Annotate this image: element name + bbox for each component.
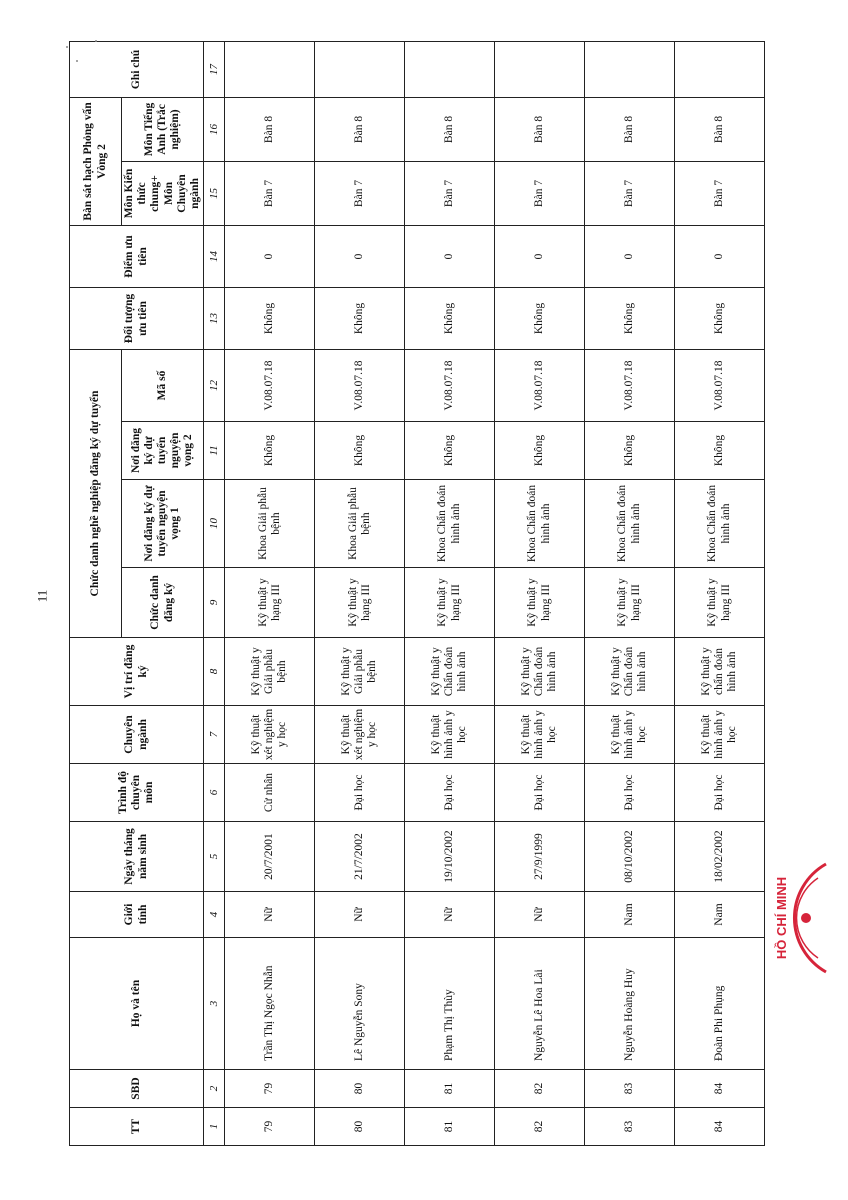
cell-diem-uu-tien: 0 bbox=[675, 226, 765, 288]
cell-trinh-do: Đại học bbox=[315, 764, 405, 822]
col-num: 16 bbox=[204, 97, 225, 161]
header-noi-dk-2: Nơi đăng ký dự tuyển nguyện vọng 2 bbox=[122, 422, 204, 480]
col-num: 8 bbox=[204, 638, 225, 706]
cell-gioi-tinh: Nữ bbox=[405, 892, 495, 938]
cell-sbd: 79 bbox=[225, 1070, 315, 1108]
header-chuc-danh: Chức danh đăng ký bbox=[122, 568, 204, 638]
cell-chuyen-nganh: Kỹ thuật hình ảnh y học bbox=[675, 706, 765, 764]
cell-vi-tri: Kỹ thuật y Chẩn đoán hình ảnh bbox=[495, 638, 585, 706]
table-row bbox=[225, 41, 315, 1145]
cell-noi-dk-1: Khoa Chẩn đoán hình ảnh bbox=[405, 480, 495, 568]
cell-tt: 83 bbox=[585, 1108, 675, 1146]
cell-vi-tri: Kỹ thuật y Chẩn đoán hình ảnh bbox=[585, 638, 675, 706]
cell-ghi-chu bbox=[675, 41, 765, 97]
cell-noi-dk-2: Không bbox=[225, 422, 315, 480]
cell-trinh-do: Đại học bbox=[585, 764, 675, 822]
cell-tt: 81 bbox=[405, 1108, 495, 1146]
cell-noi-dk-2: Không bbox=[495, 422, 585, 480]
cell-chuc-danh: Kỹ thuật y hạng III bbox=[405, 568, 495, 638]
cell-vi-tri: Kỹ thuật y chẩn đoán hình ảnh bbox=[675, 638, 765, 706]
cell-chuyen-nganh: Kỹ thuật hình ảnh y học bbox=[495, 706, 585, 764]
cell-ban-tieng-anh: Bàn 8 bbox=[315, 97, 405, 161]
cell-ho-ten: Nguyễn Lê Hoa Lài bbox=[495, 938, 585, 1070]
seal-stamp bbox=[756, 858, 836, 978]
cell-ma-so: V.08.07.18 bbox=[675, 350, 765, 422]
cell-vi-tri: Kỹ thuật y Giải phẫu bệnh bbox=[225, 638, 315, 706]
scan-speck bbox=[95, 40, 97, 42]
cell-diem-uu-tien: 0 bbox=[405, 226, 495, 288]
cell-ghi-chu bbox=[315, 41, 405, 97]
header-noi-dk-1: Nơi đăng ký dự tuyển nguyện vọng 1 bbox=[122, 480, 204, 568]
cell-ghi-chu bbox=[405, 41, 495, 97]
cell-ho-ten: Đoàn Phi Phụng bbox=[675, 938, 765, 1070]
cell-diem-uu-tien: 0 bbox=[225, 226, 315, 288]
cell-sbd: 80 bbox=[315, 1070, 405, 1108]
header-group-chuc-danh: Chức danh nghề nghiệp đăng ký dự tuyển bbox=[70, 350, 122, 638]
header-trinh-do: Trình độ chuyên môn bbox=[70, 764, 204, 822]
col-num: 7 bbox=[204, 706, 225, 764]
cell-vi-tri: Kỹ thuật y Chẩn đoán hình ảnh bbox=[405, 638, 495, 706]
cell-gioi-tinh: Nam bbox=[585, 892, 675, 938]
cell-noi-dk-1: Khoa Chẩn đoán hình ảnh bbox=[675, 480, 765, 568]
cell-ghi-chu bbox=[585, 41, 675, 97]
header-chuyen-nganh: Chuyên ngành bbox=[70, 706, 204, 764]
cell-noi-dk-2: Không bbox=[405, 422, 495, 480]
cell-sbd: 83 bbox=[585, 1070, 675, 1108]
cell-ghi-chu bbox=[495, 41, 585, 97]
col-num: 11 bbox=[204, 422, 225, 480]
cell-trinh-do: Đại học bbox=[675, 764, 765, 822]
cell-sbd: 84 bbox=[675, 1070, 765, 1108]
col-num: 17 bbox=[204, 41, 225, 97]
cell-ho-ten: Phạm Thị Thùy bbox=[405, 938, 495, 1070]
cell-gioi-tinh: Nam bbox=[675, 892, 765, 938]
cell-ban-kien-thuc: Bàn 7 bbox=[495, 162, 585, 226]
cell-trinh-do: Cử nhân bbox=[225, 764, 315, 822]
cell-gioi-tinh: Nữ bbox=[495, 892, 585, 938]
cell-chuyen-nganh: Kỹ thuật hình ảnh y học bbox=[585, 706, 675, 764]
table-row bbox=[675, 41, 765, 1145]
cell-ma-so: V.08.07.18 bbox=[495, 350, 585, 422]
cell-ma-so: V.08.07.18 bbox=[225, 350, 315, 422]
column-number-row bbox=[204, 41, 225, 1145]
col-num: 4 bbox=[204, 892, 225, 938]
col-num: 5 bbox=[204, 822, 225, 892]
cell-doi-tuong: Không bbox=[315, 288, 405, 350]
scan-speck bbox=[76, 60, 78, 62]
cell-ngay-sinh: 19/10/2002 bbox=[405, 822, 495, 892]
header-diem-uu-tien: Điểm ưu tiên bbox=[70, 226, 204, 288]
header-ma-so: Mã số bbox=[122, 350, 204, 422]
candidate-table-rotated bbox=[69, 42, 765, 1146]
cell-vi-tri: Kỹ thuật y Giải phẫu bệnh bbox=[315, 638, 405, 706]
cell-chuyen-nganh: Kỹ thuật hình ảnh y học bbox=[405, 706, 495, 764]
cell-chuc-danh: Kỹ thuật y hạng III bbox=[225, 568, 315, 638]
cell-ban-tieng-anh: Bàn 8 bbox=[585, 97, 675, 161]
cell-tt: 84 bbox=[675, 1108, 765, 1146]
cell-sbd: 81 bbox=[405, 1070, 495, 1108]
cell-trinh-do: Đại học bbox=[495, 764, 585, 822]
cell-chuc-danh: Kỹ thuật y hạng III bbox=[315, 568, 405, 638]
cell-ban-kien-thuc: Bàn 7 bbox=[225, 162, 315, 226]
cell-trinh-do: Đại học bbox=[405, 764, 495, 822]
cell-doi-tuong: Không bbox=[495, 288, 585, 350]
cell-noi-dk-2: Không bbox=[315, 422, 405, 480]
cell-ma-so: V.08.07.18 bbox=[405, 350, 495, 422]
cell-noi-dk-1: Khoa Giải phẫu bệnh bbox=[225, 480, 315, 568]
cell-diem-uu-tien: 0 bbox=[315, 226, 405, 288]
cell-doi-tuong: Không bbox=[405, 288, 495, 350]
header-doi-tuong: Đối tượng ưu tiên bbox=[70, 288, 204, 350]
header-ngay-sinh: Ngày tháng năm sinh bbox=[70, 822, 204, 892]
col-num: 12 bbox=[204, 350, 225, 422]
cell-ngay-sinh: 08/10/2002 bbox=[585, 822, 675, 892]
cell-ban-kien-thuc: Bàn 7 bbox=[405, 162, 495, 226]
header-gioi-tinh: Giới tính bbox=[70, 892, 204, 938]
cell-doi-tuong: Không bbox=[225, 288, 315, 350]
scan-speck bbox=[66, 46, 68, 48]
candidate-table bbox=[69, 41, 765, 1146]
cell-ngay-sinh: 27/9/1999 bbox=[495, 822, 585, 892]
header-vi-tri: Vị trí đăng ký bbox=[70, 638, 204, 706]
cell-doi-tuong: Không bbox=[675, 288, 765, 350]
header-ho-ten: Họ và tên bbox=[70, 938, 204, 1070]
col-num: 3 bbox=[204, 938, 225, 1070]
cell-noi-dk-1: Khoa Chẩn đoán hình ảnh bbox=[585, 480, 675, 568]
header-tt: TT bbox=[70, 1108, 204, 1146]
cell-tt: 79 bbox=[225, 1108, 315, 1146]
cell-ban-kien-thuc: Bàn 7 bbox=[675, 162, 765, 226]
cell-ho-ten: Nguyễn Hoàng Huy bbox=[585, 938, 675, 1070]
cell-ma-so: V.08.07.18 bbox=[315, 350, 405, 422]
cell-ma-so: V.08.07.18 bbox=[585, 350, 675, 422]
header-mon-tieng-anh: Môn Tiếng Anh (Trắc nghiệm) bbox=[122, 97, 204, 161]
header-mon-kien-thuc: Môn Kiến thức chung+ Môn Chuyên ngành bbox=[122, 162, 204, 226]
cell-tt: 82 bbox=[495, 1108, 585, 1146]
cell-ngay-sinh: 20/7/2001 bbox=[225, 822, 315, 892]
header-group-ban: Bàn sát hạch Phỏng vấn Vòng 2 bbox=[70, 97, 122, 225]
cell-ban-kien-thuc: Bàn 7 bbox=[585, 162, 675, 226]
cell-ho-ten: Trần Thị Ngọc Nhẫn bbox=[225, 938, 315, 1070]
cell-noi-dk-1: Khoa Chẩn đoán hình ảnh bbox=[495, 480, 585, 568]
table-row bbox=[495, 41, 585, 1145]
col-num: 10 bbox=[204, 480, 225, 568]
cell-chuyen-nganh: Kỹ thuật xét nghiệm y học bbox=[225, 706, 315, 764]
cell-ghi-chu bbox=[225, 41, 315, 97]
table-row bbox=[585, 41, 675, 1145]
col-num: 1 bbox=[204, 1108, 225, 1146]
cell-sbd: 82 bbox=[495, 1070, 585, 1108]
cell-ban-tieng-anh: Bàn 8 bbox=[675, 97, 765, 161]
col-num: 6 bbox=[204, 764, 225, 822]
cell-noi-dk-2: Không bbox=[675, 422, 765, 480]
stamp-text: HỒ CHÍ MINH bbox=[774, 876, 789, 960]
header-ghi-chu: Ghi chú bbox=[70, 41, 204, 97]
cell-ngay-sinh: 18/02/2002 bbox=[675, 822, 765, 892]
cell-doi-tuong: Không bbox=[585, 288, 675, 350]
col-num: 2 bbox=[204, 1070, 225, 1108]
col-num: 13 bbox=[204, 288, 225, 350]
cell-noi-dk-2: Không bbox=[585, 422, 675, 480]
cell-chuc-danh: Kỹ thuật y hạng III bbox=[675, 568, 765, 638]
cell-gioi-tinh: Nữ bbox=[225, 892, 315, 938]
cell-ban-tieng-anh: Bàn 8 bbox=[225, 97, 315, 161]
cell-ngay-sinh: 21/7/2002 bbox=[315, 822, 405, 892]
cell-chuc-danh: Kỹ thuật y hạng III bbox=[495, 568, 585, 638]
cell-tt: 80 bbox=[315, 1108, 405, 1146]
col-num: 14 bbox=[204, 226, 225, 288]
cell-ho-ten: Lê Nguyễn Sony bbox=[315, 938, 405, 1070]
cell-gioi-tinh: Nữ bbox=[315, 892, 405, 938]
cell-diem-uu-tien: 0 bbox=[495, 226, 585, 288]
cell-ban-tieng-anh: Bàn 8 bbox=[405, 97, 495, 161]
cell-noi-dk-1: Khoa Giải phẫu bệnh bbox=[315, 480, 405, 568]
col-num: 15 bbox=[204, 162, 225, 226]
cell-diem-uu-tien: 0 bbox=[585, 226, 675, 288]
page-number: 11 bbox=[34, 589, 50, 603]
table-row bbox=[315, 41, 405, 1145]
cell-ban-tieng-anh: Bàn 8 bbox=[495, 97, 585, 161]
cell-chuyen-nganh: Kỹ thuật xét nghiệm y học bbox=[315, 706, 405, 764]
cell-ban-kien-thuc: Bàn 7 bbox=[315, 162, 405, 226]
header-row-1 bbox=[70, 41, 122, 1145]
table-body bbox=[225, 41, 765, 1145]
header-sbd: SBD bbox=[70, 1070, 204, 1108]
table-row bbox=[405, 41, 495, 1145]
cell-chuc-danh: Kỹ thuật y hạng III bbox=[585, 568, 675, 638]
col-num: 9 bbox=[204, 568, 225, 638]
